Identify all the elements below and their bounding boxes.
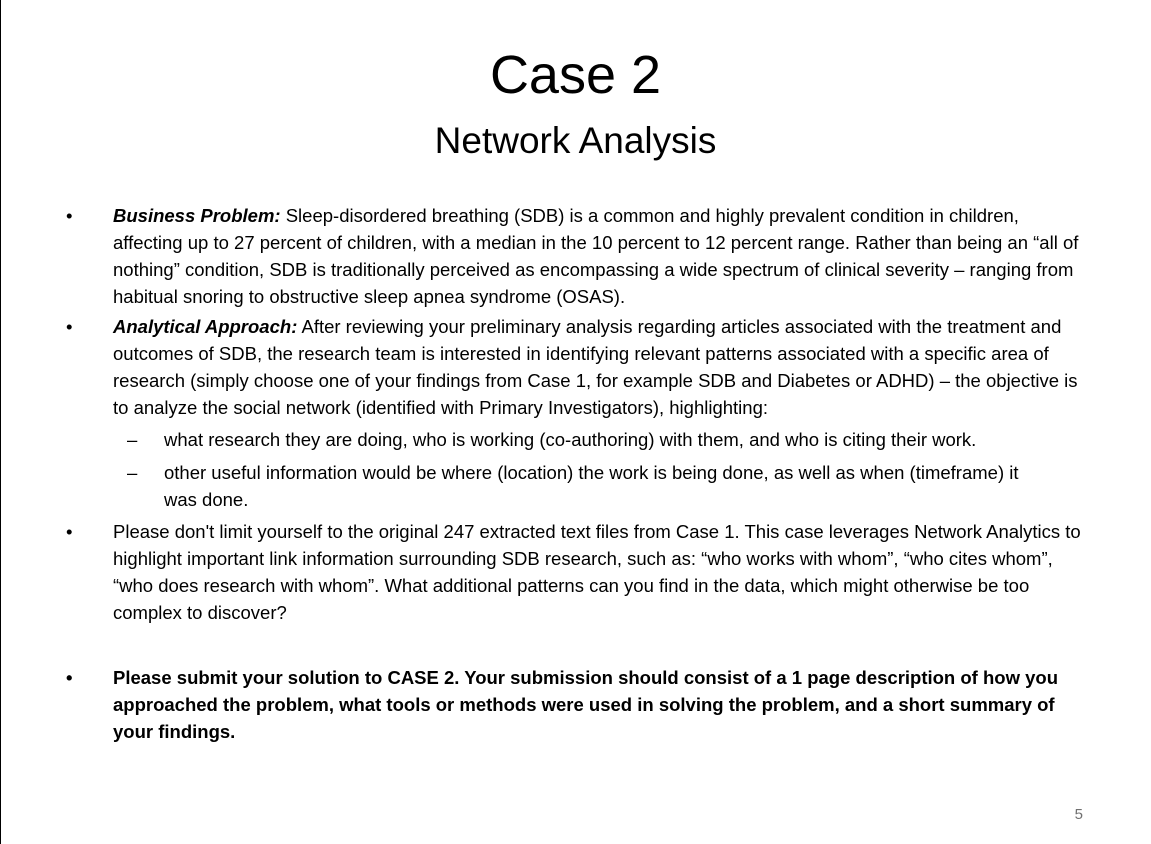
- bullet-text: Please don't limit yourself to the original 247 extracted text files from Case 1. This case leverages Network Analytics to highlight important link information surrounding SDB research, such as: “who works with whom”, “who cites whom”, “who does research with whom”. What additional patterns can you find in the data, which might otherwise be too complex to discover?: [113, 521, 1081, 623]
- bullet-text: After reviewing your preliminary analysis regarding articles associated with the treatment and outcomes of SDB, the research team is interested in identifying relevant patterns associated with a specific area of research (simply choose one of your findings from Case 1, for example SDB and Diabetes or ADHD) – the objective is to analyze the social network (identified with Primary Investigators), highlighting:: [113, 316, 1078, 418]
- slide-content: [0, 202, 1151, 745]
- slide-subtitle: Network Analysis: [434, 120, 717, 161]
- bullet-dot-icon: •: [66, 205, 73, 226]
- bullet-data-sources: [0, 518, 1083, 626]
- bullet-business-problem: [0, 202, 1083, 310]
- bullet-dot-icon: •: [66, 521, 73, 542]
- bullet-lead: Analytical Approach:: [113, 316, 298, 337]
- bullet-text: Please submit your solution to CASE 2. Your submission should consist of a 1 page description of how you approached the problem, what tools or methods were used in solving the problem, and a short summary of your findings.: [113, 667, 1058, 742]
- bullet-analytical-approach: [0, 313, 1083, 421]
- sub-bullet-text: what research they are doing, who is working (co-authoring) with them, and who is citing their work.: [164, 429, 977, 450]
- sub-bullet-text: other useful information would be where (location) the work is being done, as well as when (timeframe) it was done.: [164, 462, 1019, 510]
- sub-bullet-research: [0, 426, 1044, 453]
- bullet-text: Sleep-disordered breathing (SDB) is a common and highly prevalent condition in children, affecting up to 27 percent of children, with a median in the 10 percent to 12 percent range. Rather than being an “all of nothing” condition, SDB is traditionally perceived as encompassing a wide spectrum of clinical severity – ranging from habitual snoring to obstructive sleep apnea syndrome (OSAS).: [113, 205, 1079, 307]
- dash-icon: –: [127, 429, 138, 450]
- bullet-lead: Business Problem:: [113, 205, 281, 226]
- sub-bullet-location: [0, 459, 1044, 513]
- dash-icon: –: [127, 462, 138, 483]
- bullet-submission: [0, 664, 1083, 745]
- slide-title: Case 2: [489, 45, 662, 105]
- bullet-dot-icon: •: [66, 316, 73, 337]
- bullet-dot-icon: •: [66, 667, 73, 688]
- page-number: 5: [1074, 806, 1083, 823]
